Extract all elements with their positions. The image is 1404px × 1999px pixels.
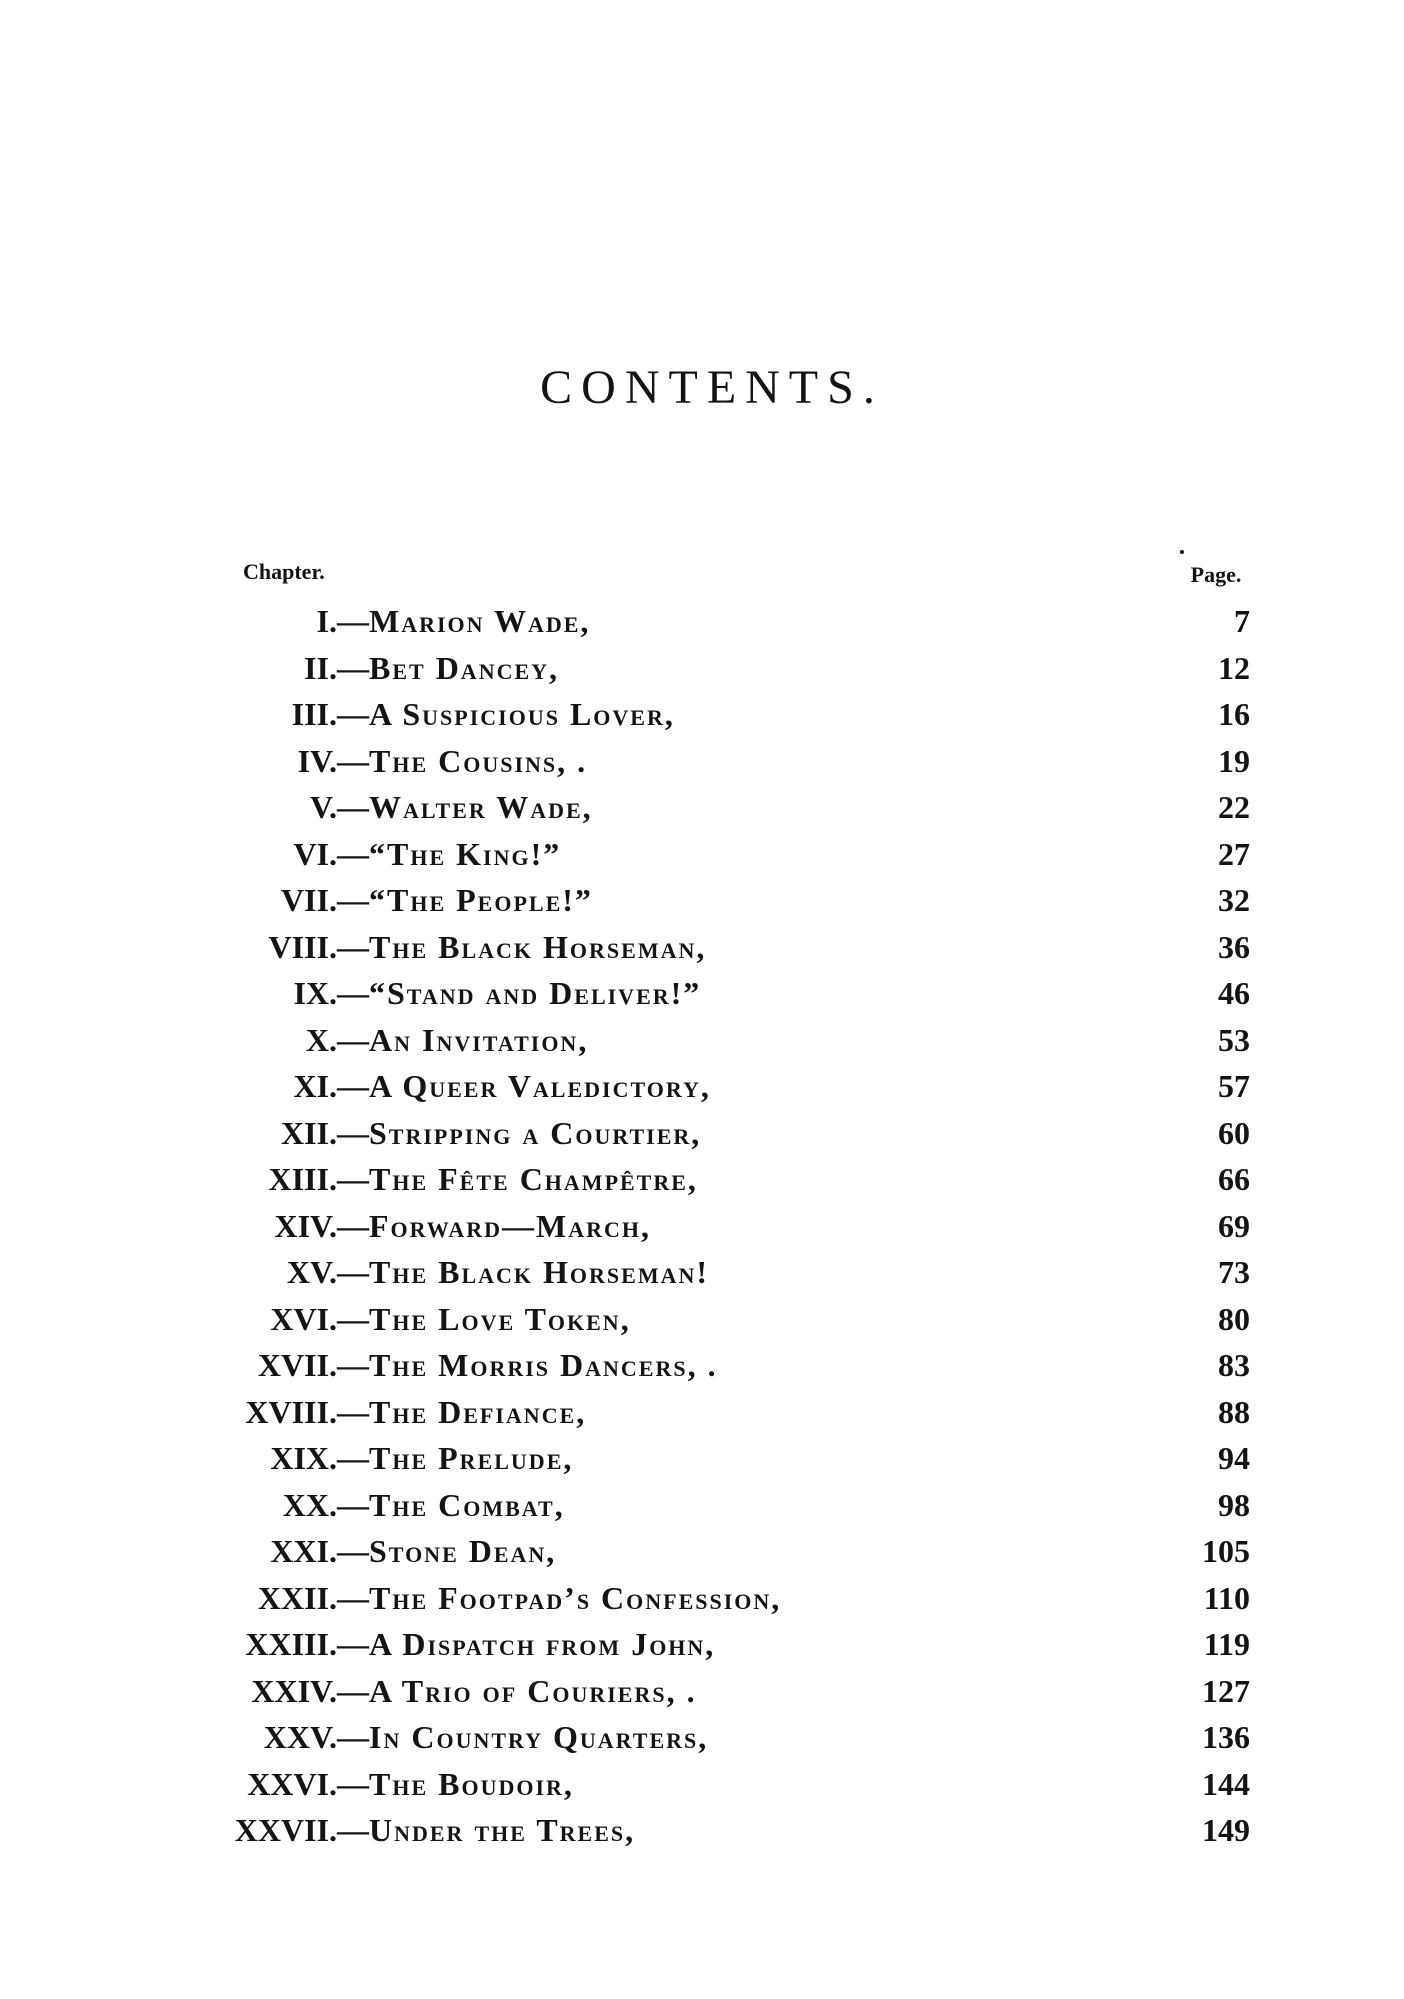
chapter-number: III. — [291, 696, 337, 732]
page-number: 27 — [1218, 835, 1250, 872]
chapter-number: II. — [304, 649, 337, 686]
page-number: 66 — [1218, 1161, 1250, 1197]
page-number: 69 — [1218, 1207, 1250, 1244]
page-number: 144 — [1202, 1765, 1250, 1802]
chapter-title-line: —The Cousins, . — [337, 742, 588, 779]
chapter-title-line: —Stone Dean, — [337, 1533, 557, 1569]
page-number: 22 — [1218, 789, 1250, 825]
page-number: 7 — [1234, 603, 1250, 639]
toc-entry — [0, 1622, 1404, 1669]
chapter-title-line: —A Queer Valedictory, — [337, 1068, 711, 1104]
chapter-title: The Love Token, — [369, 1300, 631, 1337]
chapter-title: Bet Dancey, — [369, 649, 560, 686]
chapter-title-line: —In Country Quarters, — [337, 1719, 709, 1755]
chapter-title: The Cousins, . — [369, 742, 588, 779]
toc-entry — [0, 1064, 1404, 1111]
chapter-title: Walter Wade, — [369, 789, 593, 825]
chapter-title: A Suspicious Lover, — [369, 696, 675, 732]
page-number: 16 — [1218, 696, 1250, 732]
chapter-title: The Black Horseman, — [369, 928, 707, 965]
chapter-title-line: —The Black Horseman, — [337, 928, 707, 965]
chapter-title: An Invitation, — [369, 1021, 589, 1058]
chapter-title-line: —“The King!” — [337, 835, 562, 872]
toc-entry — [0, 925, 1404, 972]
toc-entry — [0, 1018, 1404, 1065]
chapter-number: XV. — [286, 1254, 337, 1290]
page-number: 149 — [1202, 1812, 1250, 1848]
page-number: 46 — [1218, 975, 1250, 1011]
chapter-title: The Footpad’s Confession, — [369, 1579, 782, 1616]
chapter-title-line: —The Combat, — [337, 1486, 565, 1523]
page-number: 98 — [1218, 1486, 1250, 1523]
page-number: 94 — [1218, 1440, 1250, 1476]
chapter-title-line: —The Black Horseman! — [337, 1254, 710, 1290]
page-number: 136 — [1202, 1719, 1250, 1755]
chapter-number: XVII. — [257, 1347, 337, 1383]
chapter-title-line: —Walter Wade, — [337, 789, 593, 825]
page-number: 12 — [1218, 649, 1250, 686]
chapter-number: XIV. — [274, 1207, 337, 1244]
toc-entry — [0, 739, 1404, 786]
chapter-title: “The People!” — [369, 882, 593, 918]
chapter-title-line: —The Prelude, — [337, 1440, 574, 1476]
chapter-title-line: —The Defiance, — [337, 1393, 587, 1430]
chapter-title-line: —A Trio of Couriers, . — [337, 1672, 697, 1709]
chapter-number: VIII. — [268, 928, 337, 965]
chapter-number: XIX. — [270, 1440, 337, 1476]
toc-entry — [0, 1436, 1404, 1483]
page-number: 73 — [1218, 1254, 1250, 1290]
chapter-title: “The King!” — [369, 835, 562, 872]
toc-entry — [0, 1250, 1404, 1297]
page-number: 110 — [1203, 1579, 1250, 1616]
chapter-title-line: —A Suspicious Lover, — [337, 696, 675, 732]
page-column-header: Page. — [1190, 562, 1242, 587]
chapter-number: IV. — [297, 742, 337, 779]
toc-entry — [0, 878, 1404, 925]
chapter-number: XVIII. — [245, 1393, 337, 1430]
chapter-number: IX. — [293, 975, 337, 1011]
page-number: 36 — [1218, 928, 1250, 965]
chapter-title: The Defiance, — [369, 1393, 587, 1430]
chapter-title: Forward—March, — [369, 1207, 651, 1244]
toc-entry — [0, 1669, 1404, 1716]
toc-entry — [0, 599, 1404, 646]
toc-entry — [0, 1808, 1404, 1855]
chapter-number: XXI. — [270, 1533, 337, 1569]
chapter-title-line: —The Boudoir, — [337, 1765, 574, 1802]
chapter-title-line: —The Love Token, — [337, 1300, 631, 1337]
chapter-title: Marion Wade, — [369, 603, 591, 639]
chapter-title-line: —Stripping a Courtier, — [337, 1114, 702, 1151]
chapter-title: The Combat, — [369, 1486, 565, 1523]
chapter-title-line: —“The People!” — [337, 882, 593, 918]
toc-entry — [0, 785, 1404, 832]
page-title: CONTENTS. — [540, 361, 884, 414]
page-number: 19 — [1218, 742, 1250, 779]
toc-entry — [0, 1483, 1404, 1530]
chapter-title-line: —The Fête Champêtre, — [337, 1161, 698, 1197]
toc-entry — [0, 1390, 1404, 1437]
chapter-number: VI. — [293, 835, 337, 872]
page-number: 53 — [1218, 1021, 1250, 1058]
contents-list — [0, 599, 1404, 1855]
chapter-title: A Dispatch from John, — [369, 1626, 716, 1662]
toc-entry — [0, 1157, 1404, 1204]
toc-entry — [0, 1343, 1404, 1390]
chapter-title: Under the Trees, — [369, 1812, 636, 1848]
chapter-number: XII. — [280, 1114, 337, 1151]
page-number: 127 — [1202, 1672, 1250, 1709]
toc-entry — [0, 646, 1404, 693]
chapter-number: V. — [310, 789, 337, 825]
chapter-title: Stripping a Courtier, — [369, 1114, 702, 1151]
chapter-number: XXIII. — [245, 1626, 337, 1662]
printer-dot — [1180, 550, 1184, 554]
chapter-title-line: —The Morris Dancers, . — [337, 1347, 718, 1383]
chapter-number: XXVI. — [247, 1765, 337, 1802]
chapter-column-header: Chapter. — [243, 559, 325, 584]
chapter-number: XXII. — [257, 1579, 337, 1616]
toc-entry — [0, 971, 1404, 1018]
page-number: 119 — [1203, 1626, 1250, 1662]
chapter-title-line: —Bet Dancey, — [337, 649, 560, 686]
page-number: 60 — [1218, 1114, 1250, 1151]
chapter-title-line: —An Invitation, — [337, 1021, 589, 1058]
chapter-title: In Country Quarters, — [369, 1719, 709, 1755]
chapter-title-line: —“Stand and Deliver!” — [337, 975, 702, 1011]
chapter-number: XXV. — [263, 1719, 337, 1755]
page-number: 32 — [1218, 882, 1250, 918]
toc-entry — [0, 1762, 1404, 1809]
toc-entry — [0, 1297, 1404, 1344]
chapter-title-line: —Marion Wade, — [337, 603, 591, 639]
chapter-title-line: —The Footpad’s Confession, — [337, 1579, 782, 1616]
chapter-title-line: —Under the Trees, — [337, 1812, 636, 1848]
chapter-title: The Morris Dancers, . — [369, 1347, 718, 1383]
chapter-title: The Black Horseman! — [369, 1254, 710, 1290]
chapter-number: X. — [305, 1021, 337, 1058]
chapter-number: XXIV. — [251, 1672, 337, 1709]
toc-entry — [0, 1715, 1404, 1762]
chapter-number: XI. — [293, 1068, 337, 1104]
chapter-title: Stone Dean, — [369, 1533, 557, 1569]
chapter-title: A Trio of Couriers, . — [369, 1672, 697, 1709]
chapter-number: I. — [316, 603, 337, 639]
page-number: 83 — [1218, 1347, 1250, 1383]
chapter-number: XVI. — [270, 1300, 337, 1337]
chapter-title: “Stand and Deliver!” — [369, 975, 702, 1011]
toc-entry — [0, 1111, 1404, 1158]
page-number: 80 — [1218, 1300, 1250, 1337]
toc-entry — [0, 692, 1404, 739]
page-number: 88 — [1218, 1393, 1250, 1430]
page-number: 105 — [1202, 1533, 1250, 1569]
page-number: 57 — [1218, 1068, 1250, 1104]
toc-entry — [0, 1529, 1404, 1576]
chapter-title: The Fête Champêtre, — [369, 1161, 698, 1197]
chapter-number: XIII. — [268, 1161, 337, 1197]
chapter-title-line: —A Dispatch from John, — [337, 1626, 716, 1662]
toc-entry — [0, 1576, 1404, 1623]
chapter-number: XXVII. — [234, 1812, 337, 1848]
chapter-title-line: —Forward—March, — [337, 1207, 651, 1244]
toc-entry — [0, 1204, 1404, 1251]
toc-entry — [0, 832, 1404, 879]
chapter-number: VII. — [280, 882, 337, 918]
chapter-title: The Prelude, — [369, 1440, 574, 1476]
chapter-title: The Boudoir, — [369, 1765, 574, 1802]
chapter-number: XX. — [282, 1486, 337, 1523]
chapter-title: A Queer Valedictory, — [369, 1068, 711, 1104]
